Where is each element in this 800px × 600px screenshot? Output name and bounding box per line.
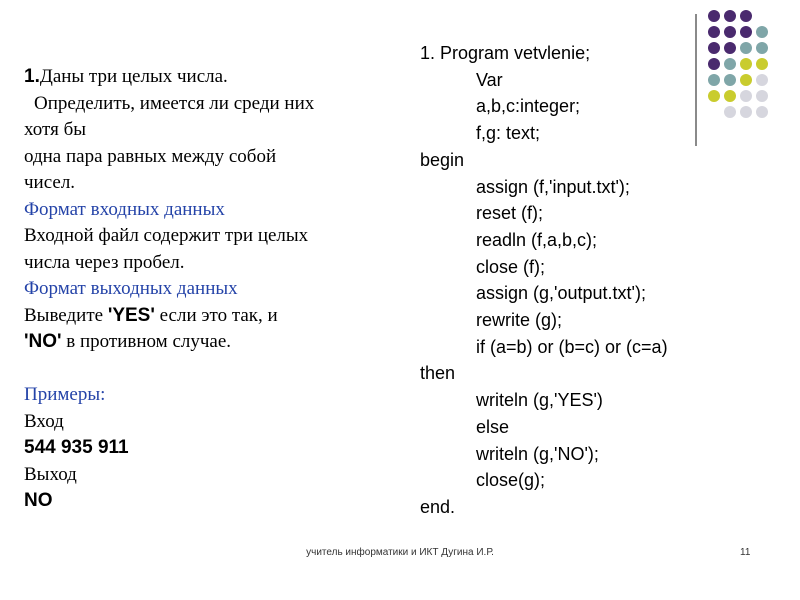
dot <box>724 26 736 38</box>
example-output-value: NO <box>24 490 53 511</box>
code-line: end. <box>420 496 456 517</box>
task-text: Даны три целых числа. <box>39 66 228 87</box>
task-text-line: Определить, имеется ли среди них <box>34 92 315 114</box>
task-description <box>24 64 404 515</box>
task-number: 1. <box>24 66 40 87</box>
code-line: f,g: text; <box>476 123 541 144</box>
task-title-line <box>24 64 404 91</box>
dot <box>724 10 736 22</box>
input-format-heading: Формат входных данных <box>24 198 225 220</box>
dot <box>740 26 752 38</box>
output-format-heading: Формат выходных данных <box>24 278 238 299</box>
code-line: a,b,c:integer; <box>476 96 581 117</box>
task-text-line: чисел. <box>24 172 76 193</box>
task-text-line: хотя бы <box>24 119 87 140</box>
task-text-line: одна пара равных между собой <box>24 145 277 167</box>
code-line: then <box>420 363 456 384</box>
pascal-code-listing <box>420 40 780 521</box>
footer-author: учитель информатики и ИКТ Дугина И.Р. <box>306 547 494 558</box>
dot <box>740 10 752 22</box>
dot <box>708 26 720 38</box>
output-format-text <box>24 303 404 330</box>
dot <box>708 10 720 22</box>
input-format-text: Входной файл содержит три целых <box>24 225 309 246</box>
dot <box>756 26 768 38</box>
output-text-post: в противном случае. <box>61 331 232 352</box>
code-line: 1. Program vetvlenie; <box>420 43 591 63</box>
spacer <box>24 356 404 383</box>
code-line: writeln (g,'NO'); <box>476 443 599 464</box>
yes-literal: 'YES' <box>107 304 155 326</box>
code-line: close (f); <box>476 256 546 277</box>
page-number: 11 <box>740 547 751 558</box>
no-literal: 'NO' <box>24 331 62 352</box>
code-line: if (a=b) or (b=c) or (c=a) <box>476 336 668 357</box>
examples-heading: Примеры: <box>24 384 106 405</box>
code-line: assign (g,'output.txt'); <box>476 283 646 304</box>
input-format-text: числа через пробел. <box>24 251 185 273</box>
code-line: rewrite (g); <box>476 310 563 331</box>
code-line: Var <box>476 69 503 90</box>
output-text-post: если это так, и <box>154 304 278 326</box>
example-input-value: 544 935 911 <box>24 437 129 458</box>
code-line: assign (f,'input.txt'); <box>476 176 630 197</box>
code-line: else <box>476 416 510 437</box>
code-line: begin <box>420 149 465 170</box>
output-format-text <box>24 329 404 356</box>
code-line: close(g); <box>476 470 546 491</box>
example-input-label: Вход <box>24 410 64 432</box>
code-line: writeln (g,'YES') <box>476 390 603 411</box>
code-line: reset (f); <box>476 203 544 224</box>
example-output-label: Выход <box>24 463 77 485</box>
output-text-pre: Выведите <box>24 304 108 326</box>
code-line: readln (f,a,b,c); <box>476 229 598 250</box>
